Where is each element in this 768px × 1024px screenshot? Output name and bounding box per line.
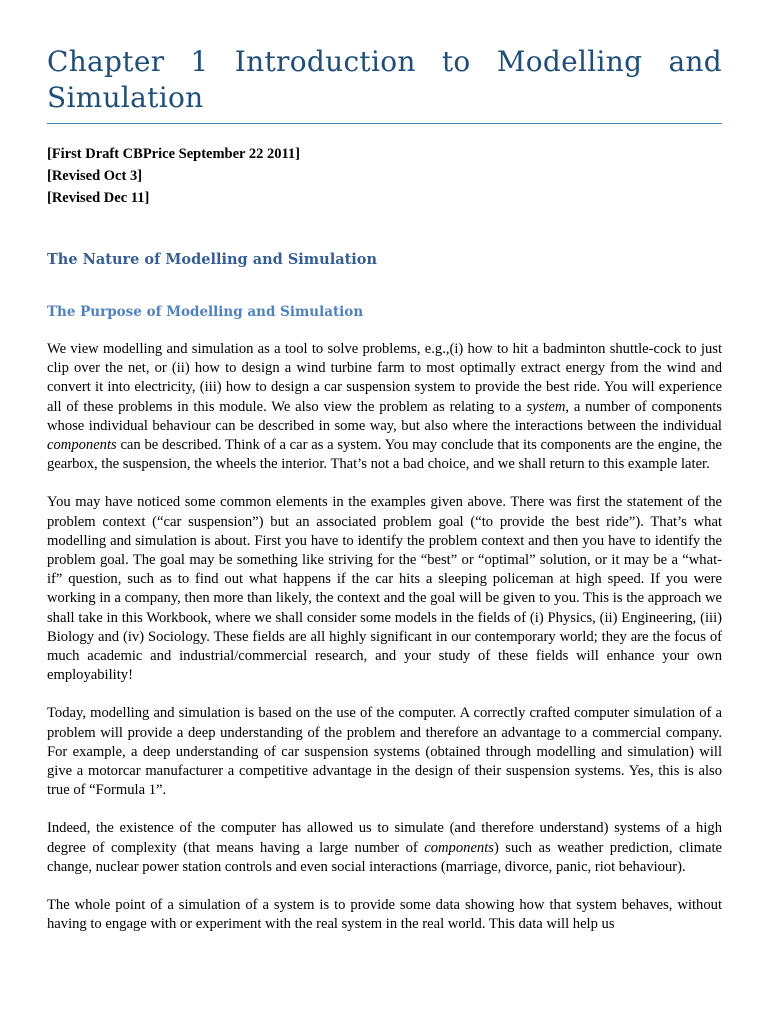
paragraph-4-text-b: ) such as weather prediction, climate change, nuclear power station controls and even social interactions (marriage, divorce, panic, riot behaviour). <box>47 839 722 875</box>
paragraph-1-emphasis-components: components <box>47 437 117 454</box>
paragraph-1-text-b: , a number of components whose individual behaviour can be described in some way, but also where the interactions between the individual <box>47 398 722 434</box>
draft-note-first: [First Draft CBPrice September 22 2011] <box>47 146 301 162</box>
paragraph-1-emphasis-system: system <box>526 398 566 415</box>
chapter-title: Chapter 1 Introduction to Modelling and Simulation <box>47 45 722 114</box>
paragraph-3: Today, modelling and simulation is based on the use of the computer. A correctly crafted computer simulation of a problem will provide a deep understanding of the problem and therefore an advantage to a commercial company. For example, a deep understanding of car suspension systems (obtained through modelling and simulation) will give a motorcar manufacturer a competitive advantage in the design of their suspension systems. Yes, this is also true of “Formula 1”. <box>47 705 722 799</box>
paragraph-2: You may have noticed some common elements in the examples given above. There was first the statement of the problem context (“car suspension”) but an associated problem goal (“to provide the best ride”). That’s what modelling and simulation is about. First you have to identify the problem context and then you have to identify the problem goal. The goal may be something like striving for the “best” or “optimal” solution, or it may be a “what-if” question, such as to find out what happens if the car hits a sleeping policeman at high speed. If you were working in a company, then more than likely, the context and the goal will be given to you. This is the approach we shall take in this Workbook, where we shall consider some models in the fields of (i) Physics, (ii) Engineering, (iii) Biology and (iv) Sociology. These fields are all highly significant in our contemporary world; they are the focus of much academic and industrial/commercial research, and your study of these fields will enhance your own employability! <box>47 494 722 684</box>
paragraph-1 <box>47 340 722 474</box>
title-divider <box>47 123 722 124</box>
section-heading: The Nature of Modelling and Simulation <box>47 251 378 268</box>
subsection-heading: The Purpose of Modelling and Simulation <box>47 304 364 320</box>
paragraph-1-text-c: can be described. Think of a car as a system. You may conclude that its components are the engine, the gearbox, the suspension, the wheels the interior. That’s not a bad choice, and we shall return to this example later. <box>47 437 722 473</box>
paragraph-4-emphasis-components: components <box>424 839 494 856</box>
paragraph-1-text-a: We view modelling and simulation as a tool to solve problems, e.g.,(i) how to hit a badminton shuttle-cock to just clip over the net, or (ii) how to design a wind turbine farm to most optimally extract energy from the wind and convert it into electricity, (iii) how to design a car suspension system to provide the best ride. You will experience all of these problems in this module. We also view the problem as relating to a <box>47 341 722 415</box>
draft-note-revised-dec: [Revised Dec 11] <box>47 190 150 206</box>
paragraph-5: The whole point of a simulation of a system is to provide some data showing how that system behaves, without having to engage with or experiment with the real system in the real world. This data will help us <box>47 897 722 933</box>
paragraph-4-text-a: Indeed, the existence of the computer has allowed us to simulate (and therefore understand) systems of a high degree of complexity (that means having a large number of <box>47 820 722 856</box>
draft-notes <box>47 143 722 209</box>
draft-note-revised-oct: [Revised Oct 3] <box>47 168 143 184</box>
paragraph-4 <box>47 819 722 877</box>
